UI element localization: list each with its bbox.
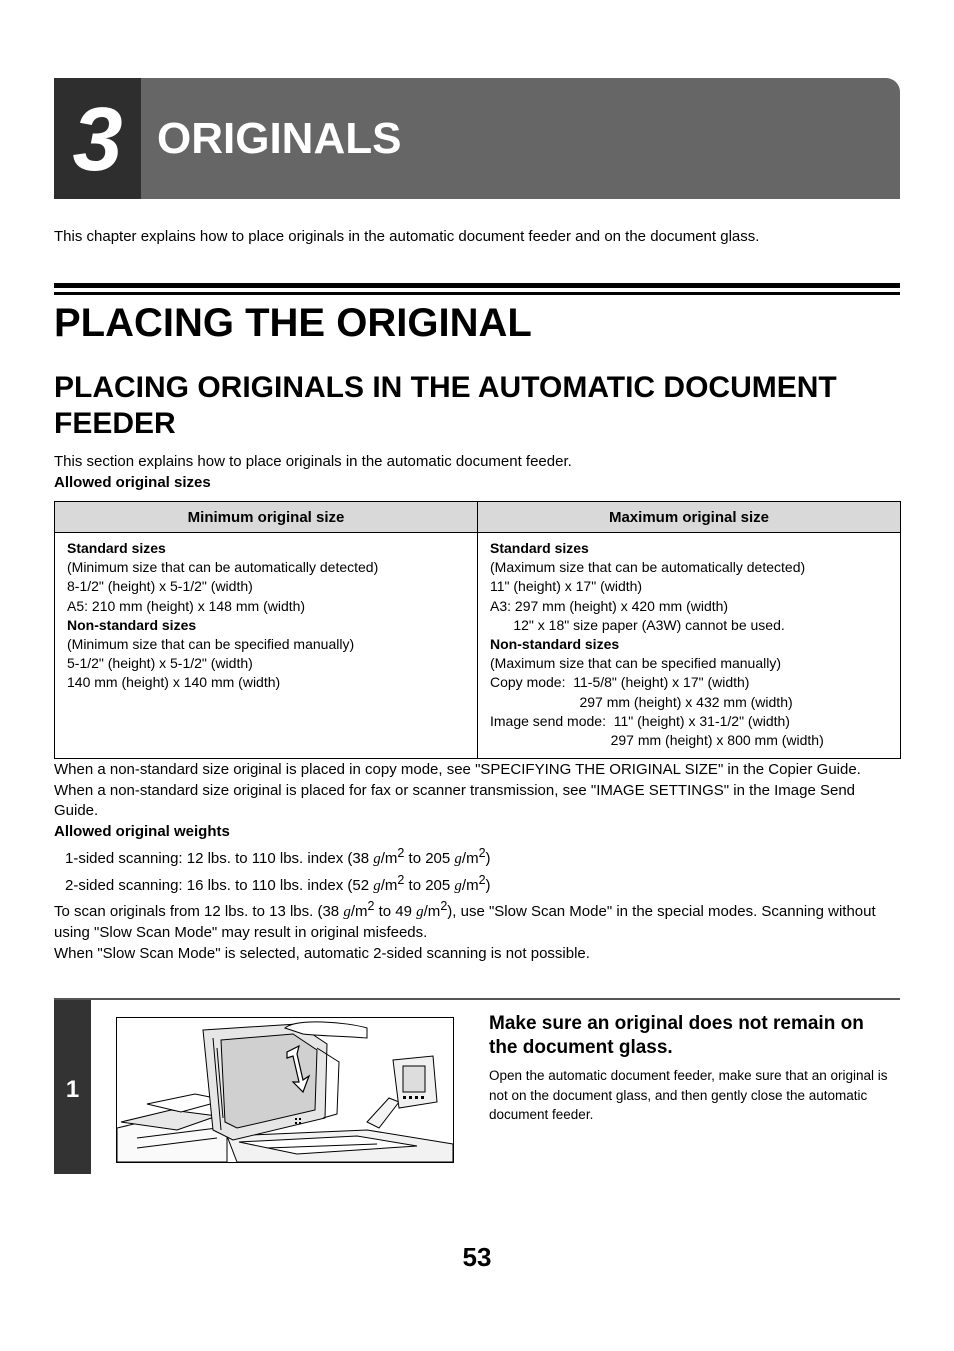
section-rule-thick xyxy=(54,283,900,288)
chapter-title: ORIGINALS xyxy=(157,114,402,163)
table-header-row xyxy=(55,502,901,533)
copier-adf-open-illustration xyxy=(117,1018,453,1162)
header-min-size: Minimum original size xyxy=(55,502,478,533)
chapter-intro: This chapter explains how to place originals in the automatic document feeder and on the document glass. xyxy=(54,228,760,245)
table-cell-line: Non-standard sizes xyxy=(67,616,197,633)
allowed-sizes-label: Allowed original sizes xyxy=(54,474,211,491)
table-cell-line: 8-1/2" (height) x 5-1/2" (width) xyxy=(67,578,253,595)
chapter-banner xyxy=(54,78,900,199)
chapter-number-box xyxy=(54,78,141,199)
section-rule-thin xyxy=(54,292,900,295)
slow-scan-text: To scan originals from 12 lbs. to 13 lbs. (38 $g/m^2$ to 49 $g/m^2$), use "Slow Scan Mode" in the special modes. Scanning without using "Slow Scan Mode" may result in original misfeeds. xyxy=(54,899,876,941)
weight-1-sided: 1-sided scanning: 12 lbs. to 110 lbs. index (38 $g/m^2$ to 205 $g/m^2$) xyxy=(65,845,491,867)
table-cell-line: A3: 297 mm (height) x 420 mm (width) xyxy=(490,597,729,614)
table-cell-line: A5: 210 mm (height) x 148 mm (width) xyxy=(67,597,306,614)
original-sizes-table xyxy=(54,501,901,759)
heading-placing-original: PLACING THE ORIGINAL xyxy=(54,301,532,345)
note-copy-mode: When a non-standard size original is placed in copy mode, see "SPECIFYING THE ORIGINAL SIZE" in the Copier Guide. xyxy=(54,761,861,778)
table-cell-line: (Minimum size that can be automatically detected) xyxy=(67,559,379,576)
max-size-cell xyxy=(478,533,901,759)
body-text xyxy=(54,760,900,964)
table-cell-line: 11" (height) x 17" (width) xyxy=(490,578,643,595)
heading-adf: PLACING ORIGINALS IN THE AUTOMATIC DOCUMENT FEEDER xyxy=(54,371,837,440)
table-cell-line: 5-1/2" (height) x 5-1/2" (width) xyxy=(67,655,253,672)
table-cell-line: Non-standard sizes xyxy=(490,636,620,653)
adf-illustration xyxy=(116,1017,454,1163)
step-body: Open the automatic document feeder, make sure that an original is not on the document glass, and then gently close the automatic document feeder. xyxy=(489,1068,888,1122)
table-cell-line: Copy mode: 11-5/8" (height) x 17" (width) xyxy=(490,674,750,691)
table-row xyxy=(55,533,901,759)
page-number: 53 xyxy=(462,1242,492,1272)
slow-scan-note: When "Slow Scan Mode" is selected, automatic 2-sided scanning is not possible. xyxy=(54,944,590,962)
table-cell-line: (Maximum size that can be specified manually) xyxy=(490,655,782,672)
table-cell-line: Standard sizes xyxy=(490,540,589,556)
step-divider xyxy=(54,998,900,1000)
table-cell-line: 12" x 18" size paper (A3W) cannot be used. xyxy=(490,616,785,633)
table-cell-line: 297 mm (height) x 800 mm (width) xyxy=(490,732,824,749)
section-intro: This section explains how to place originals in the automatic document feeder. xyxy=(54,453,572,470)
min-size-cell xyxy=(55,533,478,759)
note-fax-mode: When a non-standard size original is placed for fax or scanner transmission, see "IMAGE SETTINGS" in the Image Send Guide. xyxy=(54,781,856,820)
table-cell-line: Image send mode: 11" (height) x 31-1/2" (width) xyxy=(490,712,790,729)
table-cell-line: (Minimum size that can be specified manually) xyxy=(67,636,355,653)
weight-2-sided: 2-sided scanning: 16 lbs. to 110 lbs. index (52 $g/m^2$ to 205 $g/m^2$) xyxy=(65,872,491,894)
header-max-size: Maximum original size xyxy=(478,502,901,533)
allowed-weights-label: Allowed original weights xyxy=(54,823,230,841)
step-title: Make sure an original does not remain on the document glass. xyxy=(489,1013,864,1058)
table-cell-line: (Maximum size that can be automatically detected) xyxy=(490,559,806,576)
table-cell-line: 140 mm (height) x 140 mm (width) xyxy=(67,674,281,691)
chapter-number: 3 xyxy=(72,90,123,190)
table-cell-line: 297 mm (height) x 432 mm (width) xyxy=(490,693,793,710)
table-cell-line: Standard sizes xyxy=(67,540,166,556)
step-number-bar xyxy=(54,1000,91,1174)
step-number: 1 xyxy=(65,1076,80,1103)
